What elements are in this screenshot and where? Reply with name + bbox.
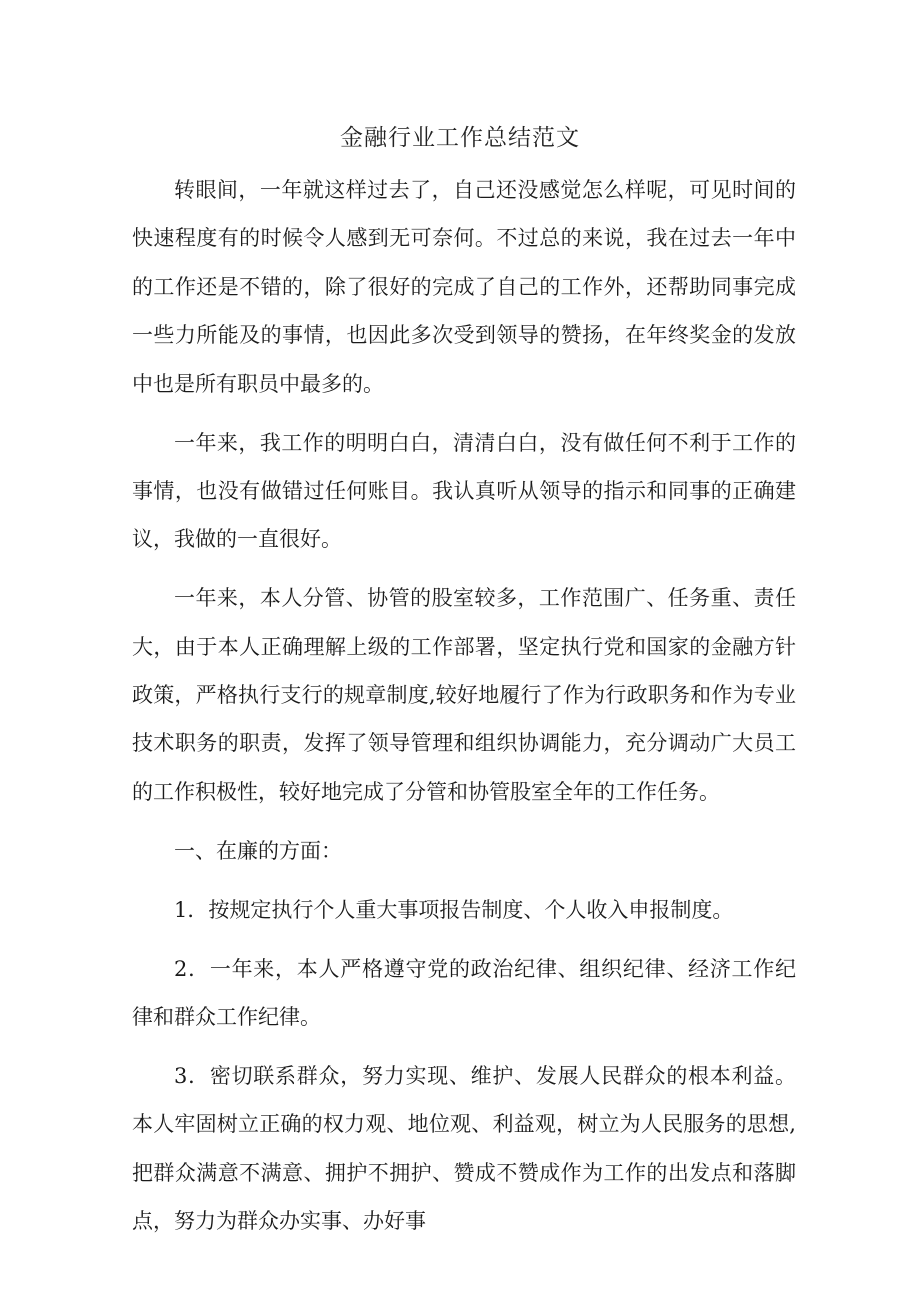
document-title: 金融行业工作总结范文 — [340, 125, 580, 151]
paragraph-responsibilities: 一年来，本人分管、协管的股室较多，工作范围广、任务重、责任大，由于本人正确理解上级的工作部署，坚定执行党和国家的金融方针政策，严格执行支行的规章制度,较好地履行了作为行政职务和作为专业技术职务的职责，发挥了领导管理和组织协调能力，充分调动广大员工的工作积极性，较好地完成了分管和协管股室全年的工作任务。 — [132, 586, 796, 804]
list-item-2: 2．一年来，本人严格遵守党的政治纪律、组织纪律、经济工作纪律和群众工作纪律。 — [132, 956, 796, 1029]
paragraph-work-integrity: 一年来，我工作的明明白白，清清白白，没有做任何不利于工作的事情，也没有做错过任何账目。我认真听从领导的指示和同事的正确建议，我做的一直很好。 — [132, 430, 796, 552]
paragraph-intro: 转眼间，一年就这样过去了，自己还没感觉怎么样呢，可见时间的快速程度有的时候令人感到无可奈何。不过总的来说，我在过去一年中的工作还是不错的，除了很好的完成了自己的工作外，还帮助同事完成一些力所能及的事情，也因此多次受到领导的赞扬，在年终奖金的发放中也是所有职员中最多的。 — [132, 178, 796, 396]
document-body — [132, 166, 796, 1256]
list-item-3: 3．密切联系群众，努力实现、维护、发展人民群众的根本利益。本人牢固树立正确的权力观、地位观、利益观，树立为人民服务的思想,把群众满意不满意、拥护不拥护、赞成不赞成作为工作的出发点和落脚点，努力为群众办实事、办好事 — [132, 1063, 796, 1234]
section-heading-integrity: 一、在廉的方面： — [174, 838, 342, 863]
list-item-1: 1．按规定执行个人重大事项报告制度、个人收入申报制度。 — [174, 897, 734, 922]
